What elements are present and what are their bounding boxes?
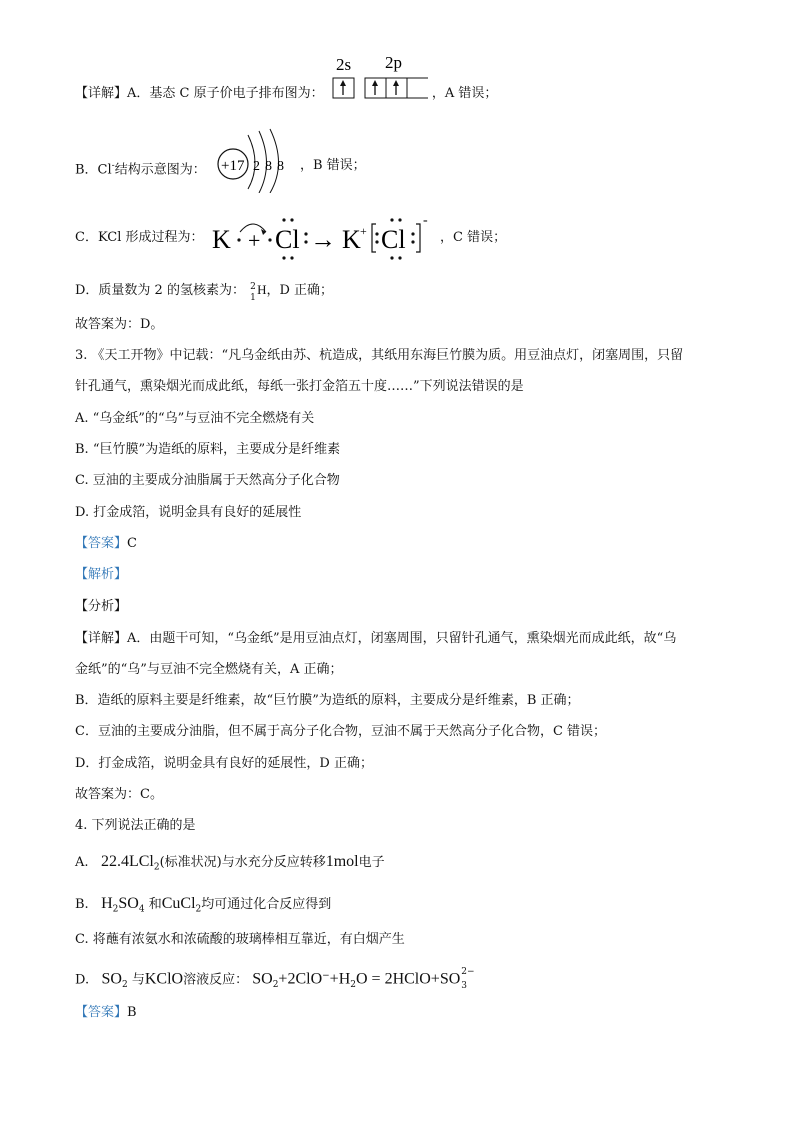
detail-c-suffix: ，C 错误； [440, 230, 507, 245]
q3-option-b: B. “巨竹膜”为造纸的原料，主要成分是纤维素 [75, 442, 341, 457]
chloride-ion-charge: - [423, 213, 428, 228]
shell-2-count: 8 [265, 159, 272, 174]
q4-option-d-label: D. [75, 972, 90, 988]
q4-d-sulfite-indices [460, 966, 475, 991]
q4-answer-label: 【答案】 [75, 1005, 128, 1020]
chloride-ion-symbol: Cl [381, 225, 406, 254]
q4-d-so2-sub: 2 [121, 979, 128, 990]
q4-d-eq-clo-sup: − [322, 971, 330, 981]
q3-detail-line-1: 【详解】A．由题干可知，“乌金纸”是用豆油点灯，闭塞周围，只留针孔通气，熏染烟光而成此纸，故“乌 [75, 631, 677, 646]
q4-a-mol: 1mol [325, 853, 359, 870]
q4-d-sulfite-charge: 2− [461, 967, 475, 977]
q4-option-b-label: B. [75, 897, 89, 912]
q4-answer [75, 1003, 137, 1023]
q4-d-sulfite-sub: 3 [461, 981, 467, 991]
q3-answer-value: C [127, 536, 137, 551]
shell-1-count: 2 [253, 159, 260, 174]
chlorine-symbol: Cl [275, 225, 300, 254]
q4-a-text-1: (标准状况)与水充分反应转移 [159, 855, 326, 870]
q3-option-a: A. “乌金纸”的“乌”与豆油不完全燃烧有关 [75, 411, 315, 426]
mass-number: 2 [250, 282, 256, 292]
potassium-ion-symbol: K [342, 225, 361, 254]
q4-option-a [75, 852, 385, 878]
q4-d-eq-clo: +2ClO [278, 970, 323, 988]
q3-detail-d: D．打金成箔，说明金具有良好的延展性，D 正确； [75, 756, 373, 771]
detail-d-line [75, 280, 333, 301]
q3-answer [75, 534, 137, 554]
q4-d-text: 溶液反应： [183, 972, 249, 988]
atomic-number: 1 [250, 293, 256, 303]
q3-analysis-label: 【解析】 [75, 567, 128, 582]
q4-d-eq-h2o: +H [329, 970, 351, 988]
q4-b-text: 均可通过化合反应得到 [201, 897, 332, 912]
q4-b-so: SO [118, 895, 139, 912]
nucleus-charge: +17 [221, 158, 245, 174]
q4-d-eq-h2o-sub: 2 [350, 979, 356, 990]
q4-d-so2: SO [101, 970, 122, 988]
chloride-charge: - [111, 161, 115, 171]
q3-detail-b: B．造纸的原料主要是纤维素，故“巨竹膜”为造纸的原料，主要成分是纤维素，B 正确； [75, 693, 580, 708]
q4-b-h-sub: 2 [112, 904, 119, 915]
shell-3-count: 8 [277, 159, 284, 174]
kcl-formation-diagram [210, 210, 438, 262]
q4-a-volume: 22.4LCl [100, 853, 154, 870]
q4-option-b [75, 894, 331, 920]
q4-b-cucl-sub: 2 [195, 904, 202, 915]
q2-conclusion: 故答案为：D。 [75, 317, 164, 332]
detail-b-line [75, 156, 206, 180]
q4-b-and: 和 [148, 897, 162, 912]
q3-fenxi-label: 【分析】 [75, 599, 128, 614]
q4-d-and: 与 [131, 972, 145, 988]
q3-answer-label: 【答案】 [75, 536, 128, 551]
detail-d-prefix: D．质量数为 2 的氢核素为： [75, 283, 245, 298]
reaction-arrow: → [310, 225, 336, 254]
q3-option-c: C. 豆油的主要成分油脂属于天然高分子化合物 [75, 473, 340, 488]
q4-b-h: H [101, 895, 113, 912]
orbital-2p-label: 2p [384, 55, 402, 72]
q4-d-eq-so2-sub: 2 [272, 979, 279, 990]
detail-d-suffix: ，D 正确； [266, 283, 334, 298]
q4-d-kclo: KClO [144, 970, 184, 988]
q4-answer-value: B [127, 1005, 137, 1020]
detail-a-suffix: ，A 错误； [431, 86, 498, 101]
q4-option-a-label: A. [75, 855, 89, 870]
q3-detail-line-2: 金纸”的“乌”与豆油不完全燃烧有关，A 正确； [75, 662, 343, 677]
orbital-2s-label: 2s [335, 55, 351, 74]
q3-stem-line-2: 针孔通气，熏染烟光而成此纸，每纸一张打金箔五十度……”下列说法错误的是 [75, 379, 524, 394]
q3-conclusion: 故答案为：C。 [75, 787, 163, 802]
nuclide-numbers [249, 280, 257, 303]
q4-option-d [75, 966, 474, 995]
q3-detail-c: C．豆油的主要成分油脂，但不属于高分子化合物，豆油不属于天然高分子化合物，C 错误； [75, 724, 607, 739]
potassium-symbol: K [212, 225, 231, 254]
q4-stem: 4. 下列说法正确的是 [75, 818, 196, 833]
q4-d-eq-so2: SO [252, 970, 273, 988]
q4-b-cucl: CuCl [161, 895, 196, 912]
detail-b-mid: 结构示意图为： [114, 162, 206, 178]
detail-b-suffix: ，B 错误； [300, 158, 366, 173]
q4-a-text-2: 电子 [358, 855, 385, 870]
detail-c-prefix: C．KCl 形成过程为： [75, 230, 204, 245]
detail-a-prefix: 【详解】A．基态 C 原子价电子排布图为： [75, 86, 324, 101]
q4-option-c: C. 将蘸有浓氨水和浓硫酸的玻璃棒相互靠近，有白烟产生 [75, 932, 405, 947]
potassium-ion-charge: + [360, 224, 367, 238]
electron-orbital-diagram [328, 56, 428, 102]
detail-a-line [75, 55, 498, 104]
detail-b-prefix: B．Cl [75, 162, 112, 178]
hydrogen-symbol: H [257, 282, 267, 297]
q3-stem-line-1: 3. 《天工开物》中记载：“凡乌金纸由苏、杭造成，其纸用东海巨竹膜为质。用豆油点灯，闭塞周围，只留 [75, 348, 684, 363]
q3-option-d: D. 打金成箔，说明金具有良好的延展性 [75, 505, 302, 520]
q4-b-so-sub: 4 [138, 904, 145, 915]
q4-d-eq-products: O = 2HClO+SO [355, 970, 461, 988]
q4-a-volume-sub: 2 [153, 862, 160, 873]
chloride-structure-diagram [215, 127, 300, 193]
plus-sign: + [248, 228, 261, 253]
